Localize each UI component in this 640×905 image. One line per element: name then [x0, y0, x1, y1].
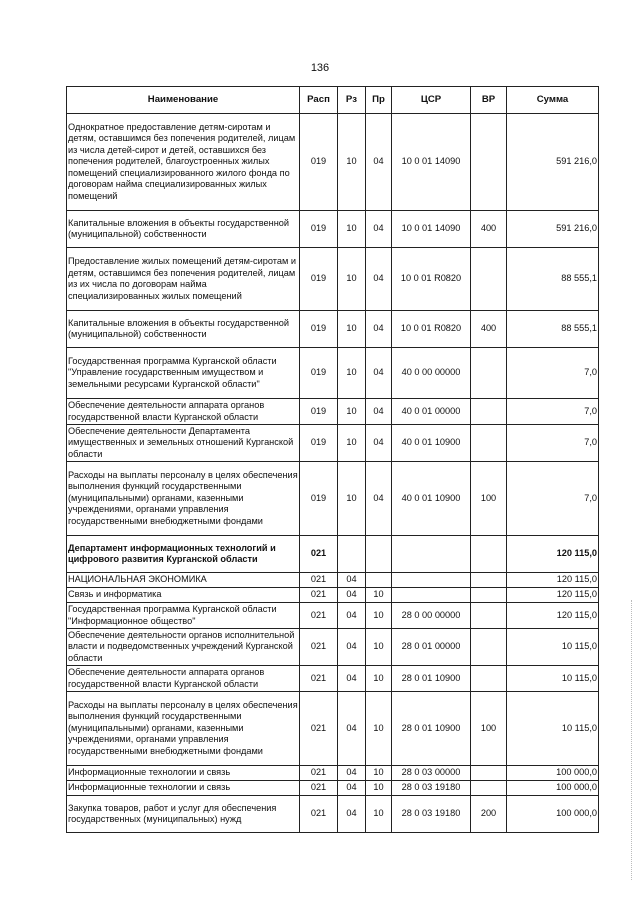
rasp-cell: 021	[300, 588, 338, 603]
csr-cell: 40 0 01 00000	[392, 399, 471, 425]
csr-cell	[392, 588, 471, 603]
pr-cell: 10	[366, 692, 392, 766]
name-cell: Информационные технологии и связь	[67, 766, 300, 781]
csr-cell: 40 0 00 00000	[392, 348, 471, 399]
rz-cell: 04	[338, 796, 366, 833]
sum-cell: 120 115,0	[507, 603, 599, 629]
rz-cell: 10	[338, 348, 366, 399]
sum-cell: 88 555,1	[507, 248, 599, 311]
scan-edge-marks	[631, 600, 634, 880]
sum-cell: 7,0	[507, 462, 599, 536]
name-cell: Обеспечение деятельности аппарата органов государственной власти Курганской области	[67, 399, 300, 425]
name-cell: Государственная программа Курганской области "Управление государственным имуществом и земельными ресурсами Курганской области"	[67, 348, 300, 399]
rasp-cell: 019	[300, 114, 338, 211]
rz-cell: 04	[338, 766, 366, 781]
table-row	[67, 348, 599, 399]
header-rasp: Расп	[300, 87, 338, 114]
rz-cell: 04	[338, 692, 366, 766]
sum-cell: 7,0	[507, 425, 599, 462]
rasp-cell: 019	[300, 311, 338, 348]
csr-cell: 40 0 01 10900	[392, 425, 471, 462]
rasp-cell: 019	[300, 348, 338, 399]
csr-cell: 10 0 01 14090	[392, 211, 471, 248]
pr-cell: 04	[366, 399, 392, 425]
vr-cell: 200	[471, 796, 507, 833]
rz-cell: 10	[338, 425, 366, 462]
rz-cell: 04	[338, 573, 366, 588]
name-cell: Расходы на выплаты персоналу в целях обеспечения выполнения функций государственными (муниципальными) органами, казенными учреждениями, органами управления государственными внебюджетными фондами	[67, 462, 300, 536]
rz-cell	[338, 536, 366, 573]
rz-cell: 10	[338, 399, 366, 425]
sum-cell: 10 115,0	[507, 666, 599, 692]
table-row	[67, 629, 599, 666]
vr-cell: 100	[471, 462, 507, 536]
pr-cell	[366, 573, 392, 588]
table-row	[67, 588, 599, 603]
pr-cell: 10	[366, 781, 392, 796]
table-row	[67, 311, 599, 348]
rz-cell: 10	[338, 248, 366, 311]
table-row	[67, 248, 599, 311]
sum-cell: 10 115,0	[507, 629, 599, 666]
table-row	[67, 211, 599, 248]
rasp-cell: 019	[300, 211, 338, 248]
rz-cell: 04	[338, 603, 366, 629]
rz-cell: 04	[338, 588, 366, 603]
vr-cell	[471, 399, 507, 425]
vr-cell	[471, 603, 507, 629]
name-cell: НАЦИОНАЛЬНАЯ ЭКОНОМИКА	[67, 573, 300, 588]
csr-cell: 28 0 01 10900	[392, 692, 471, 766]
vr-cell	[471, 248, 507, 311]
header-rz: Рз	[338, 87, 366, 114]
rz-cell: 10	[338, 311, 366, 348]
csr-cell: 28 0 03 00000	[392, 766, 471, 781]
table-row	[67, 666, 599, 692]
rasp-cell: 021	[300, 666, 338, 692]
pr-cell: 04	[366, 348, 392, 399]
sum-cell: 120 115,0	[507, 536, 599, 573]
rz-cell: 04	[338, 666, 366, 692]
csr-cell: 28 0 03 19180	[392, 781, 471, 796]
vr-cell	[471, 536, 507, 573]
name-cell: Предоставление жилых помещений детям-сиротам и детям, оставшимся без попечения родителей, лицам из их числа по договорам найма специализированных жилых помещений	[67, 248, 300, 311]
pr-cell: 10	[366, 666, 392, 692]
table-row	[67, 781, 599, 796]
sum-cell: 120 115,0	[507, 588, 599, 603]
name-cell: Связь и информатика	[67, 588, 300, 603]
vr-cell: 400	[471, 211, 507, 248]
vr-cell: 100	[471, 692, 507, 766]
table-row	[67, 425, 599, 462]
name-cell: Обеспечение деятельности Департамента имущественных и земельных отношений Курганской области	[67, 425, 300, 462]
name-cell: Однократное предоставление детям-сиротам и детям, оставшимся без попечения родителей, лицам из числа детей-сирот и детей, оставшихся без попечения родителей, благоустроенных жилых помещений специализированного жилого фонда по договорам найма специализированных жилых помещений	[67, 114, 300, 211]
vr-cell: 400	[471, 311, 507, 348]
vr-cell	[471, 348, 507, 399]
table-row	[67, 399, 599, 425]
rasp-cell: 021	[300, 796, 338, 833]
rasp-cell: 021	[300, 536, 338, 573]
pr-cell: 10	[366, 766, 392, 781]
vr-cell	[471, 573, 507, 588]
pr-cell: 04	[366, 311, 392, 348]
rz-cell: 10	[338, 114, 366, 211]
table-row	[67, 462, 599, 536]
sum-cell: 120 115,0	[507, 573, 599, 588]
vr-cell	[471, 588, 507, 603]
table-row	[67, 536, 599, 573]
table-body	[67, 114, 599, 833]
name-cell: Капитальные вложения в объекты государственной (муниципальной) собственности	[67, 211, 300, 248]
budget-table	[66, 86, 599, 833]
vr-cell	[471, 766, 507, 781]
rz-cell: 04	[338, 629, 366, 666]
name-cell: Обеспечение деятельности органов исполнительной власти и подведомственных учреждений Курганской области	[67, 629, 300, 666]
csr-cell: 28 0 00 00000	[392, 603, 471, 629]
table-row	[67, 603, 599, 629]
rasp-cell: 019	[300, 462, 338, 536]
header-sum: Сумма	[507, 87, 599, 114]
table-row	[67, 692, 599, 766]
pr-cell: 04	[366, 425, 392, 462]
pr-cell: 10	[366, 629, 392, 666]
name-cell: Расходы на выплаты персоналу в целях обеспечения выполнения функций государственными (муниципальными) органами, казенными учреждениями, органами управления государственными внебюджетными фондами	[67, 692, 300, 766]
vr-cell	[471, 781, 507, 796]
sum-cell: 591 216,0	[507, 114, 599, 211]
csr-cell: 10 0 01 R0820	[392, 248, 471, 311]
pr-cell: 10	[366, 796, 392, 833]
rasp-cell: 021	[300, 629, 338, 666]
pr-cell: 04	[366, 211, 392, 248]
rz-cell: 04	[338, 781, 366, 796]
vr-cell	[471, 114, 507, 211]
csr-cell	[392, 573, 471, 588]
vr-cell	[471, 666, 507, 692]
rasp-cell: 019	[300, 248, 338, 311]
csr-cell	[392, 536, 471, 573]
header-csr: ЦСР	[392, 87, 471, 114]
sum-cell: 7,0	[507, 399, 599, 425]
pr-cell: 04	[366, 248, 392, 311]
csr-cell: 28 0 01 00000	[392, 629, 471, 666]
table-row	[67, 573, 599, 588]
rasp-cell: 021	[300, 766, 338, 781]
name-cell: Информационные технологии и связь	[67, 781, 300, 796]
table-row	[67, 766, 599, 781]
csr-cell: 40 0 01 10900	[392, 462, 471, 536]
name-cell: Департамент информационных технологий и цифрового развития Курганской области	[67, 536, 300, 573]
rasp-cell: 021	[300, 573, 338, 588]
pr-cell: 04	[366, 114, 392, 211]
sum-cell: 88 555,1	[507, 311, 599, 348]
rasp-cell: 021	[300, 603, 338, 629]
pr-cell: 10	[366, 603, 392, 629]
sum-cell: 591 216,0	[507, 211, 599, 248]
name-cell: Государственная программа Курганской области "Информационное общество"	[67, 603, 300, 629]
rasp-cell: 021	[300, 692, 338, 766]
rasp-cell: 019	[300, 425, 338, 462]
sum-cell: 100 000,0	[507, 796, 599, 833]
name-cell: Обеспечение деятельности аппарата органов государственной власти Курганской области	[67, 666, 300, 692]
rz-cell: 10	[338, 211, 366, 248]
csr-cell: 28 0 01 10900	[392, 666, 471, 692]
csr-cell: 10 0 01 14090	[392, 114, 471, 211]
vr-cell	[471, 629, 507, 666]
table-row	[67, 796, 599, 833]
header-vr: ВР	[471, 87, 507, 114]
sum-cell: 10 115,0	[507, 692, 599, 766]
sum-cell: 7,0	[507, 348, 599, 399]
csr-cell: 10 0 01 R0820	[392, 311, 471, 348]
page-number: 136	[310, 62, 330, 74]
sum-cell: 100 000,0	[507, 766, 599, 781]
name-cell: Капитальные вложения в объекты государственной (муниципальной) собственности	[67, 311, 300, 348]
csr-cell: 28 0 03 19180	[392, 796, 471, 833]
rasp-cell: 019	[300, 399, 338, 425]
rz-cell: 10	[338, 462, 366, 536]
pr-cell: 10	[366, 588, 392, 603]
vr-cell	[471, 425, 507, 462]
pr-cell: 04	[366, 462, 392, 536]
header-pr: Пр	[366, 87, 392, 114]
table-header-row	[67, 87, 599, 114]
header-name: Наименование	[67, 87, 300, 114]
pr-cell	[366, 536, 392, 573]
rasp-cell: 021	[300, 781, 338, 796]
sum-cell: 100 000,0	[507, 781, 599, 796]
name-cell: Закупка товаров, работ и услуг для обеспечения государственных (муниципальных) нужд	[67, 796, 300, 833]
table-row	[67, 114, 599, 211]
